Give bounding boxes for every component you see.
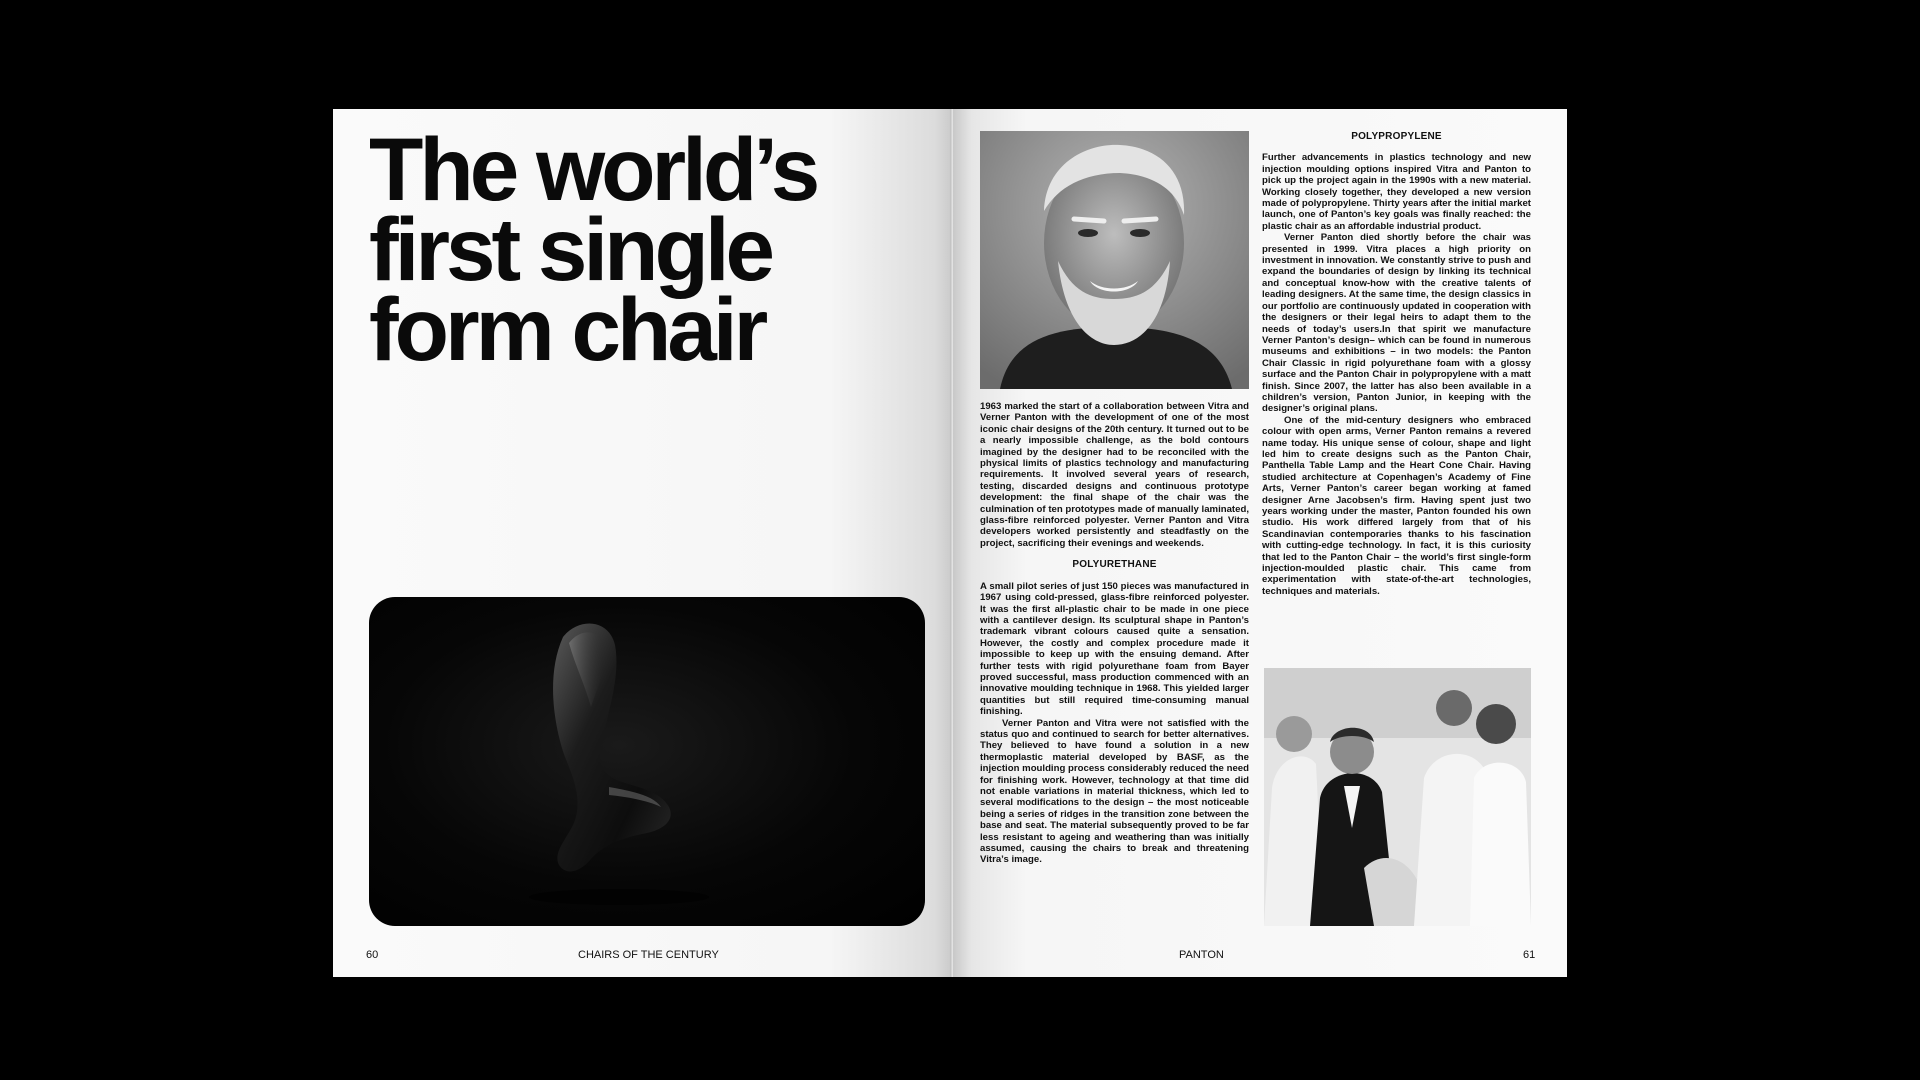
verner-panton-portrait bbox=[980, 131, 1249, 389]
page-number-left: 60 bbox=[366, 949, 379, 961]
polypropylene-paragraph-2: Verner Panton died shortly before the chair was presented in 1999. Vitra places a high priority on investment in innovation. We constantly strive to push and expand the boundaries of design by linking its technical and conceptual know-how with the creative talents of leading designers. At the same time, the design classics in our portfolio are continuously updated in cooperation with the designers or their legal heirs to adapt them to the needs of today’s users.In that spirit we manufacture Verner Panton’s design– which can be found in numerous museums and exhibitions – in two models: the Panton Chair Classic in rigid polyurethane foam with a glossy surface and the Panton Chair in polypropylene with a matt finish. Since 2007, the latter has also been available in a children’s version, Panton Junior, in keeping with the designer’s original plans. bbox=[1262, 232, 1531, 415]
polyurethane-paragraph-2: Verner Panton and Vitra were not satisfied with the status quo and continued to search for better alternatives. They believed to have found a solution in a new thermoplastic material developed by BASF, as the injection moulding process considerably reduced the need for finishing work. However, technology at that time did not enable variations in material thickness, which led to several modifications to the design – the most noticeable being a series of ridges in the transition zone between the base and seat. The material subsequently proved to be far less resistant to ageing and weathering than was initially assumed, causing the chairs to break and threatening Vitra’s image. bbox=[980, 717, 1249, 866]
subhead-polyurethane: POLYURETHANE bbox=[1072, 559, 1157, 571]
polyurethane-paragraph-1: A small pilot series of just 150 pieces was manufactured in 1967 using cold-pressed, glass-fibre reinforced polyester. It was the first all-plastic chair to be made in one piece with a cantilever design. Its sculptural shape in Panton’s trademark vibrant colours caused quite a sensation. However, the costly and complex procedure made it impossible to keep up with the ensuing demand. After further tests with rigid polyurethane foam from Bayer proved successful, mass production commenced with an innovative moulding technique in 1968. This yielded larger quantities but still required time-consuming manual finishing. bbox=[980, 580, 1249, 718]
running-footer-left: CHAIRS OF THE CENTURY bbox=[578, 949, 719, 961]
panton-chair-illustration bbox=[369, 597, 925, 926]
right-page bbox=[953, 109, 1567, 977]
left-page bbox=[333, 109, 953, 977]
intro-paragraph: 1963 marked the start of a collaboration between Vitra and Verner Panton with the development of one of the most iconic chair designs of the 20th century. It turned out to be a nearly impossible challenge, as the bold contours imagined by the designer had to be reconciled with the physical limits of plastics technology and manufacturing requirements. It involved several years of research, testing, discarded designs and continuous prototype development: the final shape of the chair was the culmination of ten prototypes made of manually laminated, glass-fibre reinforced polyester. Verner Panton and Vitra developers worked persistently and steadfastly on the project, sacrificing their evenings and weekends. bbox=[980, 401, 1249, 549]
article-column-1 bbox=[980, 401, 1249, 866]
headline-line-2: first single bbox=[369, 199, 772, 299]
page-number-right: 61 bbox=[1523, 949, 1536, 961]
headline-line-1: The world’s bbox=[369, 119, 817, 219]
headline-line-3: form chair bbox=[369, 279, 765, 379]
portrait-illustration bbox=[980, 131, 1249, 389]
polypropylene-paragraph-3: One of the mid-century designers who embraced colour with open arms, Verner Panton remains a revered name today. His unique sense of colour, shape and light led him to create designs such as the Panton Chair, Panthella Table Lamp and the Heart Cone Chair. Having studied architecture at Copenhagen’s Academy of Fine Arts, Verner Panton’s career began working at famed designer Arne Jacobsen’s firm. Having spent just two years working under the master, Panton founded his own studio. His work differed largely from that of his Scandinavian contemporaries thanks to his fascination with cutting-edge technology. In fact, it is this curiosity that led to the Panton Chair – the world’s first single-form injection-moulded plastic chair. This came from experimentation with state-of-the-art technologies, techniques and materials. bbox=[1262, 414, 1531, 597]
article-column-2 bbox=[1262, 131, 1531, 597]
design-team-photo bbox=[1264, 668, 1531, 926]
panton-chair-photo bbox=[369, 597, 925, 926]
headline bbox=[369, 119, 929, 379]
subhead-polypropylene: POLYPROPYLENE bbox=[1351, 131, 1442, 142]
running-footer-right: PANTON bbox=[1179, 949, 1224, 961]
polypropylene-paragraph-1: Further advancements in plastics technology and new injection moulding options inspired Vitra and Panton to pick up the project again in the 1990s with a new material. Working closely together, they developed a new version made of polypropylene. Thirty years after the initial market launch, one of Panton’s key goals was finally reached: the plastic chair as an affordable industrial product. bbox=[1262, 152, 1531, 232]
team-photo-illustration bbox=[1264, 668, 1531, 926]
